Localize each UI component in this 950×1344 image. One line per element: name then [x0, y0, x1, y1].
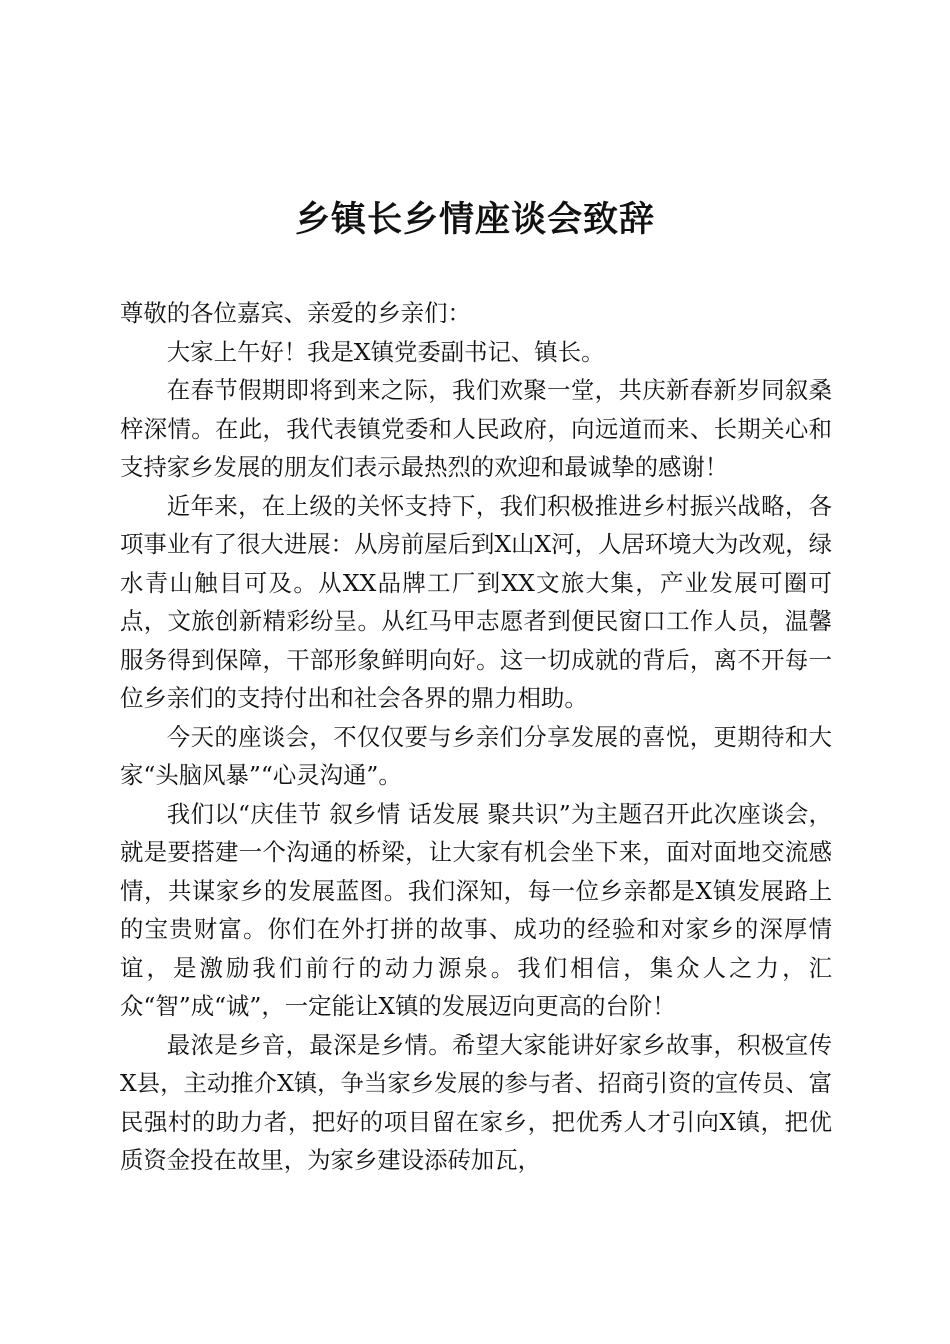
paragraph-welcome: 在春节假期即将到来之际，我们欢聚一堂，共庆新春新岁同叙桑梓深情。在此，我代表镇党委和人民政府，向远道而来、长期关心和支持家乡发展的朋友们表示最热烈的欢迎和最诚挚的感谢！	[120, 376, 832, 481]
paragraph-achievements: 近年来，在上级的关怀支持下，我们积极推进乡村振兴战略，各项事业有了很大进展：从房前屋后到X山X河，人居环境大为改观，绿水青山触目可及。从XX品牌工厂到XX文旅大集，产业发展可圈可点，文旅创新精彩纷呈。从红马甲志愿者到便民窗口工作人员，温馨服务得到保障，干部形象鲜明向好。这一切成就的背后，离不开每一位乡亲们的支持付出和社会各界的鼎力相助。	[120, 491, 832, 712]
document-body	[120, 294, 832, 1180]
salutation: 尊敬的各位嘉宾、亲爱的乡亲们：	[120, 299, 471, 327]
paragraph-purpose: 今天的座谈会，不仅仅要与乡亲们分享发展的喜悦，更期待和大家“头脑风暴”“心灵沟通”。	[120, 722, 832, 789]
paragraph-theme: 我们以“庆佳节 叙乡情 话发展 聚共识”为主题召开此次座谈会，就是要搭建一个沟通的桥梁，让大家有机会坐下来，面对面地交流感情，共谋家乡的发展蓝图。我们深知，每一位乡亲都是X镇发展路上的宝贵财富。你们在外打拼的故事、成功的经验和对家乡的深厚情谊，是激励我们前行的动力源泉。我们相信，集众人之力，汇众“智”成“诚”，一定能让X镇的发展迈向更高的台阶！	[120, 799, 832, 1020]
paragraph-appeal: 最浓是乡音，最深是乡情。希望大家能讲好家乡故事，积极宣传X县，主动推介X镇，争当家乡发展的参与者、招商引资的宣传员、富民强村的助力者，把好的项目留在家乡，把优秀人才引向X镇，把优质资金投在故里，为家乡建设添砖加瓦，	[120, 1030, 832, 1174]
paragraph-greeting: 大家上午好！我是X镇党委副书记、镇长。	[166, 337, 605, 366]
document-title: 乡镇长乡情座谈会致辞	[294, 199, 655, 240]
